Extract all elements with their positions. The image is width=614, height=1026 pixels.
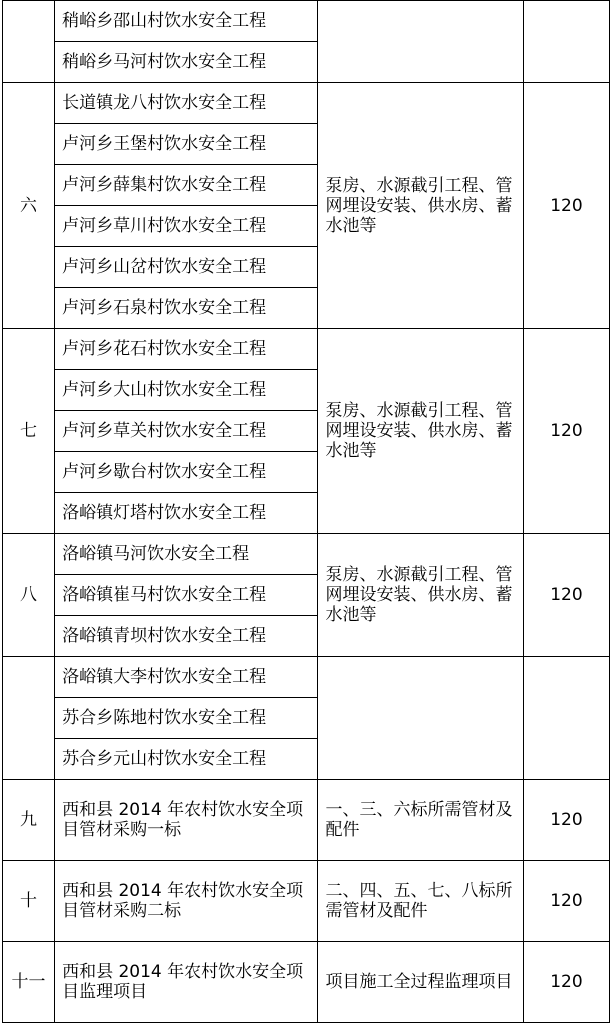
project-name-cell: 洛峪镇青坝村饮水安全工程	[55, 616, 317, 657]
project-name-cell: 卢河乡石泉村饮水安全工程	[55, 288, 317, 329]
table-row	[3, 83, 610, 124]
project-table	[2, 0, 610, 1023]
project-name-cell: 卢河乡花石村饮水安全工程	[55, 329, 317, 370]
table-row	[3, 861, 610, 942]
row-number-cell: 十	[3, 861, 55, 942]
row-number-cell: 九	[3, 780, 55, 861]
table-row	[3, 942, 610, 1023]
project-name-cell: 长道镇龙八村饮水安全工程	[55, 83, 317, 124]
project-name-cell: 洛峪镇灯塔村饮水安全工程	[55, 493, 317, 534]
content-cell: 二、四、五、七、八标所需管材及配件	[317, 861, 523, 942]
content-cell	[317, 657, 523, 780]
amount-cell: 120	[523, 534, 609, 657]
table-row	[3, 657, 610, 698]
project-name-cell: 稍峪乡马河村饮水安全工程	[55, 42, 317, 83]
table-row	[3, 1, 610, 42]
project-name-cell: 卢河乡王堡村饮水安全工程	[55, 124, 317, 165]
row-number-cell: 六	[3, 83, 55, 329]
amount-cell: 120	[523, 780, 609, 861]
amount-cell: 120	[523, 83, 609, 329]
content-cell: 泵房、水源截引工程、管网埋设安装、供水房、蓄水池等	[317, 329, 523, 534]
project-name-cell: 卢河乡草关村饮水安全工程	[55, 411, 317, 452]
content-cell: 项目施工全过程监理项目	[317, 942, 523, 1023]
row-number-cell	[3, 657, 55, 780]
project-name-cell: 卢河乡歇台村饮水安全工程	[55, 452, 317, 493]
content-cell: 一、三、六标所需管材及配件	[317, 780, 523, 861]
row-number-cell: 七	[3, 329, 55, 534]
project-name-cell: 卢河乡大山村饮水安全工程	[55, 370, 317, 411]
content-cell: 泵房、水源截引工程、管网埋设安装、供水房、蓄水池等	[317, 534, 523, 657]
row-number-cell: 八	[3, 534, 55, 657]
project-name-cell: 卢河乡薛集村饮水安全工程	[55, 165, 317, 206]
table-row	[3, 534, 610, 575]
project-name-cell: 西和县 2014 年农村饮水安全项目管材采购二标	[55, 861, 317, 942]
amount-cell: 120	[523, 329, 609, 534]
table-row	[3, 780, 610, 861]
project-name-cell: 苏合乡元山村饮水安全工程	[55, 739, 317, 780]
table-row	[3, 329, 610, 370]
amount-cell: 120	[523, 942, 609, 1023]
project-name-cell: 洛峪镇崔马村饮水安全工程	[55, 575, 317, 616]
project-name-cell: 稍峪乡邵山村饮水安全工程	[55, 1, 317, 42]
project-name-cell: 苏合乡陈地村饮水安全工程	[55, 698, 317, 739]
row-number-cell: 十一	[3, 942, 55, 1023]
amount-cell: 120	[523, 861, 609, 942]
project-name-cell: 洛峪镇马河饮水安全工程	[55, 534, 317, 575]
project-name-cell: 卢河乡山岔村饮水安全工程	[55, 247, 317, 288]
content-cell	[317, 1, 523, 83]
project-name-cell: 西和县 2014 年农村饮水安全项目监理项目	[55, 942, 317, 1023]
project-name-cell: 洛峪镇大李村饮水安全工程	[55, 657, 317, 698]
project-name-cell: 卢河乡草川村饮水安全工程	[55, 206, 317, 247]
amount-cell	[523, 657, 609, 780]
project-name-cell: 西和县 2014 年农村饮水安全项目管材采购一标	[55, 780, 317, 861]
row-number-cell	[3, 1, 55, 83]
content-cell: 泵房、水源截引工程、管网埋设安装、供水房、蓄水池等	[317, 83, 523, 329]
amount-cell	[523, 1, 609, 83]
